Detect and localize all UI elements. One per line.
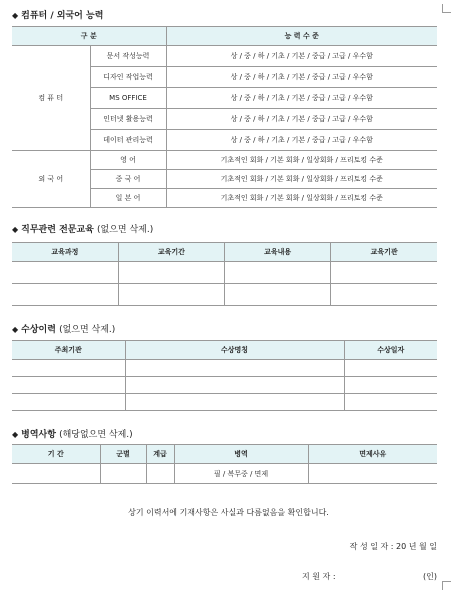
skill-name: 문서 작성능력 bbox=[90, 46, 166, 67]
exemption-reason-cell[interactable] bbox=[308, 464, 437, 484]
training-period-cell[interactable] bbox=[118, 262, 224, 284]
language-name: 일 본 어 bbox=[90, 189, 166, 208]
service-status-cell[interactable]: 필 / 복무중 / 면제 bbox=[174, 464, 308, 484]
diamond-bullet-icon: ◆ bbox=[12, 11, 19, 20]
header-organizer: 주최기관 bbox=[12, 341, 125, 360]
awards-table bbox=[12, 340, 437, 411]
award-organizer-cell[interactable] bbox=[12, 360, 125, 377]
skill-name: 디자인 작업능력 bbox=[90, 67, 166, 88]
training-content-cell[interactable] bbox=[225, 262, 331, 284]
table-row bbox=[12, 360, 437, 377]
header-award-name: 수상명칭 bbox=[125, 341, 344, 360]
language-level: 기초적인 회화 / 기본 회화 / 일상회화 / 프리토킹 수준 bbox=[166, 189, 437, 208]
award-date-cell[interactable] bbox=[344, 394, 437, 411]
table-row bbox=[12, 284, 437, 306]
military-table bbox=[12, 444, 437, 484]
training-content-cell[interactable] bbox=[225, 284, 331, 306]
skill-level: 상 / 중 / 하 / 기초 / 기본 / 중급 / 고급 / 우수함 bbox=[166, 67, 437, 88]
section-heading-training: ◆ 직무관련 전문교육 (없으면 삭제.) bbox=[12, 225, 154, 235]
award-organizer-cell[interactable] bbox=[12, 377, 125, 394]
award-name-cell[interactable] bbox=[125, 394, 344, 411]
award-name-cell[interactable] bbox=[125, 360, 344, 377]
service-period-cell[interactable] bbox=[12, 464, 100, 484]
seal-mark: (인) bbox=[423, 572, 437, 581]
skill-name: MS OFFICE bbox=[90, 88, 166, 109]
header-award-date: 수상일자 bbox=[344, 341, 437, 360]
group-label-computer: 컴 퓨 터 bbox=[12, 46, 90, 151]
header-content: 교육내용 bbox=[225, 243, 331, 262]
header-period: 교육기간 bbox=[118, 243, 224, 262]
skill-level: 상 / 중 / 하 / 기초 / 기본 / 중급 / 고급 / 우수함 bbox=[166, 130, 437, 151]
rank-cell[interactable] bbox=[146, 464, 174, 484]
language-name: 중 국 어 bbox=[90, 170, 166, 189]
header-level: 능 력 수 준 bbox=[166, 27, 437, 46]
diamond-bullet-icon: ◆ bbox=[12, 225, 19, 234]
skill-level: 상 / 중 / 하 / 기초 / 기본 / 중급 / 고급 / 우수함 bbox=[166, 88, 437, 109]
table-row bbox=[12, 464, 437, 484]
group-label-language: 외 국 어 bbox=[12, 151, 90, 208]
header-service-status: 병역 bbox=[174, 445, 308, 464]
skill-level: 상 / 중 / 하 / 기초 / 기본 / 중급 / 고급 / 우수함 bbox=[166, 46, 437, 67]
skill-name: 인터넷 활용능력 bbox=[90, 109, 166, 130]
award-organizer-cell[interactable] bbox=[12, 394, 125, 411]
page-corner-mark bbox=[442, 581, 451, 590]
training-course-cell[interactable] bbox=[12, 262, 118, 284]
header-institution: 교육기관 bbox=[331, 243, 437, 262]
page-corner-mark bbox=[442, 4, 451, 13]
applicant-label: 지 원 자 : bbox=[302, 572, 336, 581]
date-line: 작 성 일 자 : 20 년 월 일 bbox=[349, 542, 437, 551]
section-heading-military: ◆ 병역사항 (해당없으면 삭제.) bbox=[12, 430, 133, 440]
header-exemption-reason: 면제사유 bbox=[308, 445, 437, 464]
header-rank: 계급 bbox=[146, 445, 174, 464]
training-institution-cell[interactable] bbox=[331, 284, 437, 306]
header-service-period: 기 간 bbox=[12, 445, 100, 464]
table-row bbox=[12, 394, 437, 411]
training-table bbox=[12, 242, 437, 306]
award-date-cell[interactable] bbox=[344, 360, 437, 377]
language-name: 영 어 bbox=[90, 151, 166, 170]
table-row bbox=[12, 262, 437, 284]
computer-language-table bbox=[12, 26, 437, 208]
table-row bbox=[12, 46, 437, 67]
table-row bbox=[12, 377, 437, 394]
header-category: 구 분 bbox=[12, 27, 166, 46]
training-period-cell[interactable] bbox=[118, 284, 224, 306]
diamond-bullet-icon: ◆ bbox=[12, 325, 19, 334]
award-name-cell[interactable] bbox=[125, 377, 344, 394]
diamond-bullet-icon: ◆ bbox=[12, 430, 19, 439]
award-date-cell[interactable] bbox=[344, 377, 437, 394]
confirmation-statement: 상기 이력서에 기재사항은 사실과 다름없음을 확인합니다. bbox=[128, 508, 329, 517]
skill-level: 상 / 중 / 하 / 기초 / 기본 / 중급 / 고급 / 우수함 bbox=[166, 109, 437, 130]
header-branch: 군별 bbox=[100, 445, 146, 464]
section-heading-awards: ◆ 수상이력 (없으면 삭제.) bbox=[12, 325, 116, 335]
header-course: 교육과정 bbox=[12, 243, 118, 262]
training-course-cell[interactable] bbox=[12, 284, 118, 306]
training-institution-cell[interactable] bbox=[331, 262, 437, 284]
section-heading-computer: ◆ 컴퓨터 / 외국어 능력 bbox=[12, 11, 104, 21]
table-row bbox=[12, 151, 437, 170]
language-level: 기초적인 회화 / 기본 회화 / 일상회화 / 프리토킹 수준 bbox=[166, 151, 437, 170]
skill-name: 데이터 관리능력 bbox=[90, 130, 166, 151]
branch-cell[interactable] bbox=[100, 464, 146, 484]
language-level: 기초적인 회화 / 기본 회화 / 일상회화 / 프리토킹 수준 bbox=[166, 170, 437, 189]
